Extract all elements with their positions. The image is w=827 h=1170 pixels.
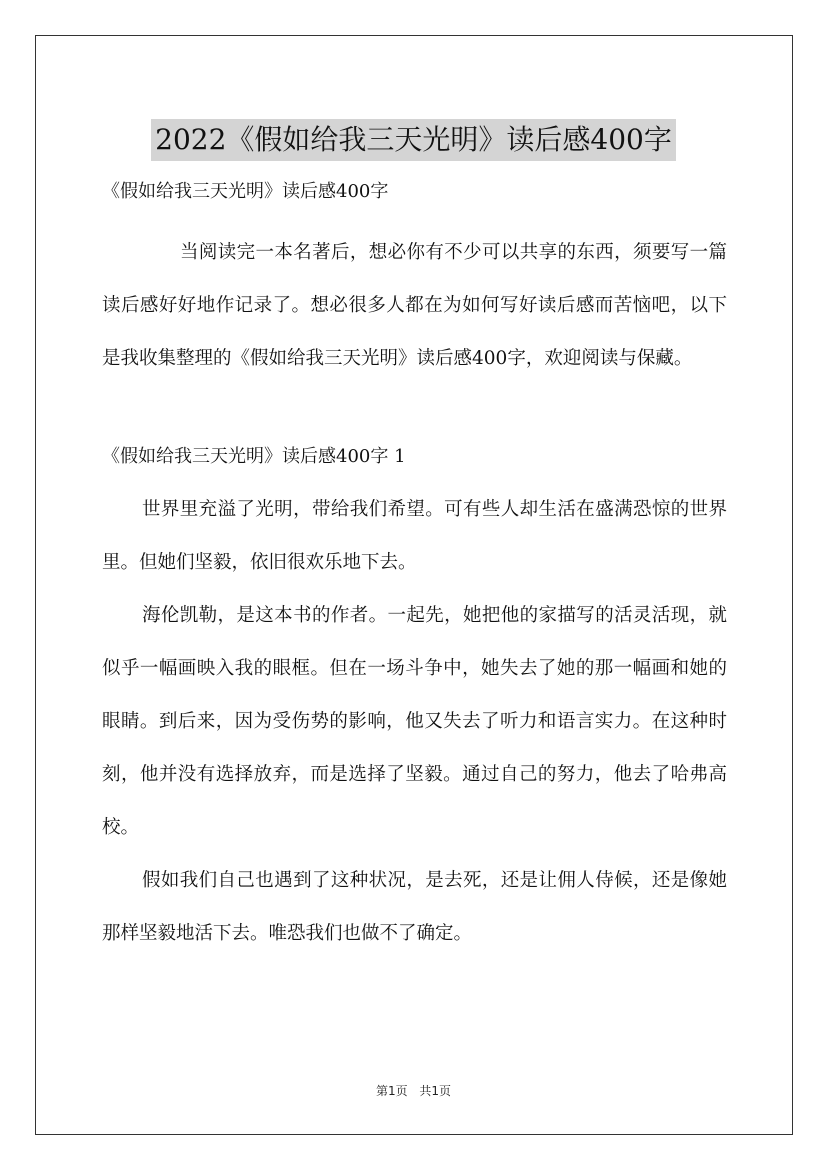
document-body	[102, 172, 727, 960]
document-title: 2022《假如给我三天光明》读后感400字	[151, 119, 676, 161]
body-paragraph-1: 世界里充溢了光明，带给我们希望。可有些人却生活在盛满恐惊的世界里。但她们坚毅，依旧很欢乐地下去。	[102, 499, 727, 573]
page-number: 第1页	[375, 1084, 408, 1098]
body-paragraph-3: 假如我们自己也遇到了这种状况，是去死，还是让佣人侍候，还是像她那样坚毅地活下去。唯恐我们也做不了确定。	[102, 870, 727, 944]
body-paragraph-2: 海伦凯勒，是这本书的作者。一起先，她把他的家描写的活灵活现，就似乎一幅画映入我的眼框。但在一场斗争中，她失去了她的那一幅画和她的眼睛。到后来，因为受伤势的影响，他又失去了听力和语言实力。在这种时刻，他并没有选择放弃，而是选择了坚毅。通过自己的努力，他去了哈弗高校。	[102, 605, 727, 838]
title-container	[0, 100, 827, 180]
document-subtitle: 《假如给我三天光明》读后感400字	[102, 181, 389, 202]
page-total: 共1页	[419, 1084, 452, 1098]
intro-paragraph: 当阅读完一本名著后，想必你有不少可以共享的东西，须要写一篇读后感好好地作记录了。想必很多人都在为如何写好读后感而苦恼吧，以下是我收集整理的《假如给我三天光明》读后感400字，欢迎阅读与保藏。	[102, 242, 727, 369]
spacer	[102, 385, 727, 437]
page-footer	[0, 1082, 827, 1099]
section-heading: 《假如给我三天光明》读后感400字 1	[102, 446, 406, 467]
spacer	[102, 212, 727, 226]
